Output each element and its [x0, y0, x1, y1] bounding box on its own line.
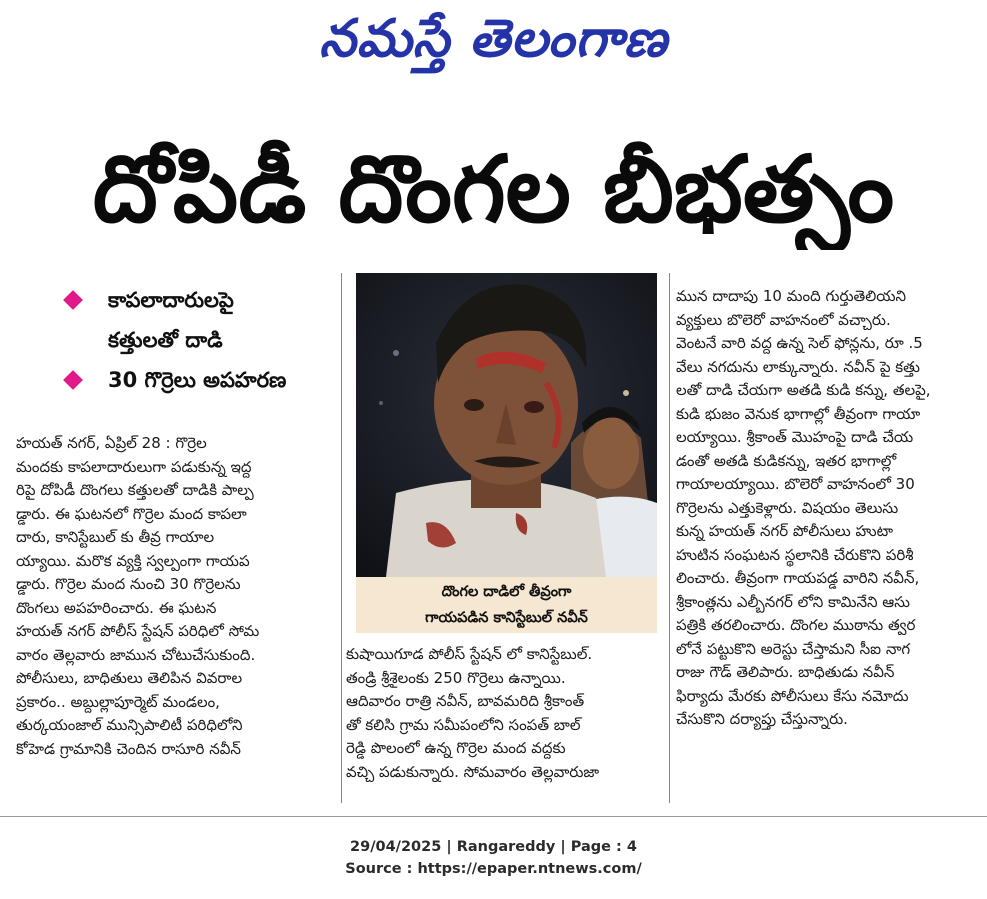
article-line: య్యాయి. మరొక వ్యక్తి స్వల్పంగా గాయప	[16, 551, 250, 570]
article-line: హయత్ నగర్ పోలీస్ స్టేషన్ పరిధిలో సోమ	[16, 622, 260, 640]
article-line: వచ్చి పడుకున్నారు. సోమవారం తెల్లవారుజా	[346, 762, 600, 781]
article-line: ఆదివారం రాత్రి నవీన్, బావమరిది శ్రీకాంత్	[346, 692, 585, 710]
article-line: దొంగలు అపహరించారు. ఈ ఘటన	[16, 598, 217, 617]
article-line: డంతో అతడి కుడికన్ను, ఇతర భాగాల్లో	[676, 451, 897, 470]
article-line: ప్రకారం.. అబ్దుల్లాపూర్మెట్ మండలం,	[16, 692, 220, 711]
bullet-text-continued: కత్తులతో దాడి	[108, 328, 223, 352]
article-line: లించారు. తీవ్రంగా గాయపడ్డ వారిని నవీన్,	[676, 569, 920, 587]
article-line: డ్డారు. ఈ ఘటనలో గొర్రెల మంద కాపలా	[16, 504, 247, 523]
article-line: తండ్రి శ్రీశైలంకు 250 గొర్రెలు ఉన్నాయి.	[346, 668, 566, 687]
article-line: తుర్కయంజాల్ మున్సిపాలిటీ పరిధిలోని	[16, 716, 243, 734]
diamond-bullet-icon	[63, 290, 83, 310]
article-line: లయ్యాయి. శ్రీకాంత్ మొహంపై దాడి చేయ	[676, 428, 914, 446]
masthead	[0, 0, 987, 78]
article-line: మున దాదాపు 10 మంది గుర్తుతెలియని	[676, 287, 907, 305]
article-line: రిపై దోపిడీ దొంగలు కత్తులతో దాడికి పాల్ప	[16, 481, 254, 499]
article-line: గొర్రెలను ఎత్తుకెళ్లారు. విషయం తెలుసు	[676, 498, 899, 517]
article-line: కున్న హయత్ నగర్ పోలీసులు హుటా	[676, 522, 893, 540]
bullet-item	[60, 280, 350, 320]
photo-caption	[356, 577, 657, 633]
article-line: హుటిన సంఘటన స్థలానికి చేరుకొని పరిశీ	[676, 545, 914, 564]
article-line: మందకు కాపలాదారులుగా పడుకున్న ఇద్ద	[16, 457, 252, 476]
injured-constable-photo	[356, 273, 657, 577]
edition-info: 29/04/2025 | Rangareddy | Page : 4	[350, 839, 637, 855]
diamond-bullet-icon	[63, 370, 83, 390]
article-line: రెడ్డి పొలంలో ఉన్న గొర్రెల మంద వద్దకు	[346, 739, 566, 757]
column-divider	[341, 273, 342, 803]
bullet-item	[60, 360, 350, 400]
article-line: లతో దాడి చేయగా అతడి కుడి కన్ను, తలపై,	[676, 381, 931, 399]
article-column-1	[16, 432, 336, 761]
subheadline-bullets	[60, 280, 350, 400]
caption-line: గాయపడిన కానిస్టేబుల్ నవీన్	[425, 610, 588, 626]
article-line: కుడి భుజం వెనుక భాగాల్లో తీవ్రంగా గాయా	[676, 404, 921, 423]
caption-line: దొంగల దాడిలో తీవ్రంగా	[441, 584, 572, 600]
article-column-2	[346, 643, 664, 784]
newspaper-logo: నమస్తే తెలంగాణ	[319, 8, 668, 69]
article-line: వ్యక్తులు బొలెరో వాహనంలో వచ్చారు.	[676, 310, 891, 329]
article-line: కుషాయిగూడ పోలీస్ స్టేషన్ లో కానిస్టేబుల్.	[346, 645, 593, 663]
article-column-3	[676, 285, 982, 732]
article-line: చేసుకొని దర్యాప్తు చేస్తున్నారు.	[676, 710, 848, 728]
article-line: దారు, కానిస్టేబుల్ కు తీవ్ర గాయాల	[16, 528, 215, 546]
article-line: పోలీసులు, బాధితులు తెలిపిన వివరాల	[16, 669, 243, 687]
column-divider	[669, 273, 670, 803]
source-link[interactable]: Source : https://epaper.ntnews.com/	[345, 861, 642, 877]
article-line: కోహెడ గ్రామానికి చెందిన రాసూరి నవీన్	[16, 739, 241, 758]
article-line: డ్డారు. గొర్రెల మంద నుంచి 30 గొర్రెలను	[16, 575, 241, 593]
news-photo	[356, 273, 657, 577]
article-line: లోనే పట్టుకొని అరెస్టు చేస్తామని సీఐ నాగ	[676, 639, 911, 658]
article-line: వెంటనే వారి వద్ద ఉన్న సెల్ ఫోన్లను, రూ .5	[676, 334, 923, 352]
article-line: రాజు గౌడ్ తెలిపారు. బాధితుడు నవీన్	[676, 663, 895, 681]
article-line: హయత్ నగర్, ఏప్రిల్ 28 : గొర్రెల	[16, 434, 207, 452]
article-line: వేలు నగదును లాక్కున్నారు. నవీన్ పై కత్తు	[676, 357, 920, 376]
footer	[0, 836, 987, 880]
article-line: తో కలిసి గ్రామ సమీపంలోని సంపత్ బాల్	[346, 715, 581, 734]
article-line: ఫిర్యాదు మేరకు పోలీసులు కేసు నమోదు	[676, 686, 909, 705]
article-line: వారం తెల్లవారు జామున చోటుచేసుకుంది.	[16, 645, 256, 664]
bullet-text: కాపలాదారులపై	[108, 288, 234, 312]
footer-divider	[0, 816, 987, 817]
bullet-text: 30 గొర్రెలు అపహరణ	[108, 368, 287, 392]
article-line: గాయాలయ్యాయి. బొలెరో వాహనంలో 30	[676, 475, 915, 493]
article-line: పత్రికి తరలించారు. దొంగల ముఠాను త్వర	[676, 616, 916, 634]
headline: దోపిడీ దొంగల బీభత్సం	[92, 136, 895, 243]
article-line: శ్రీకాంత్లను ఎల్బీనగర్ లోని కామినేని ఆసు	[676, 592, 910, 611]
